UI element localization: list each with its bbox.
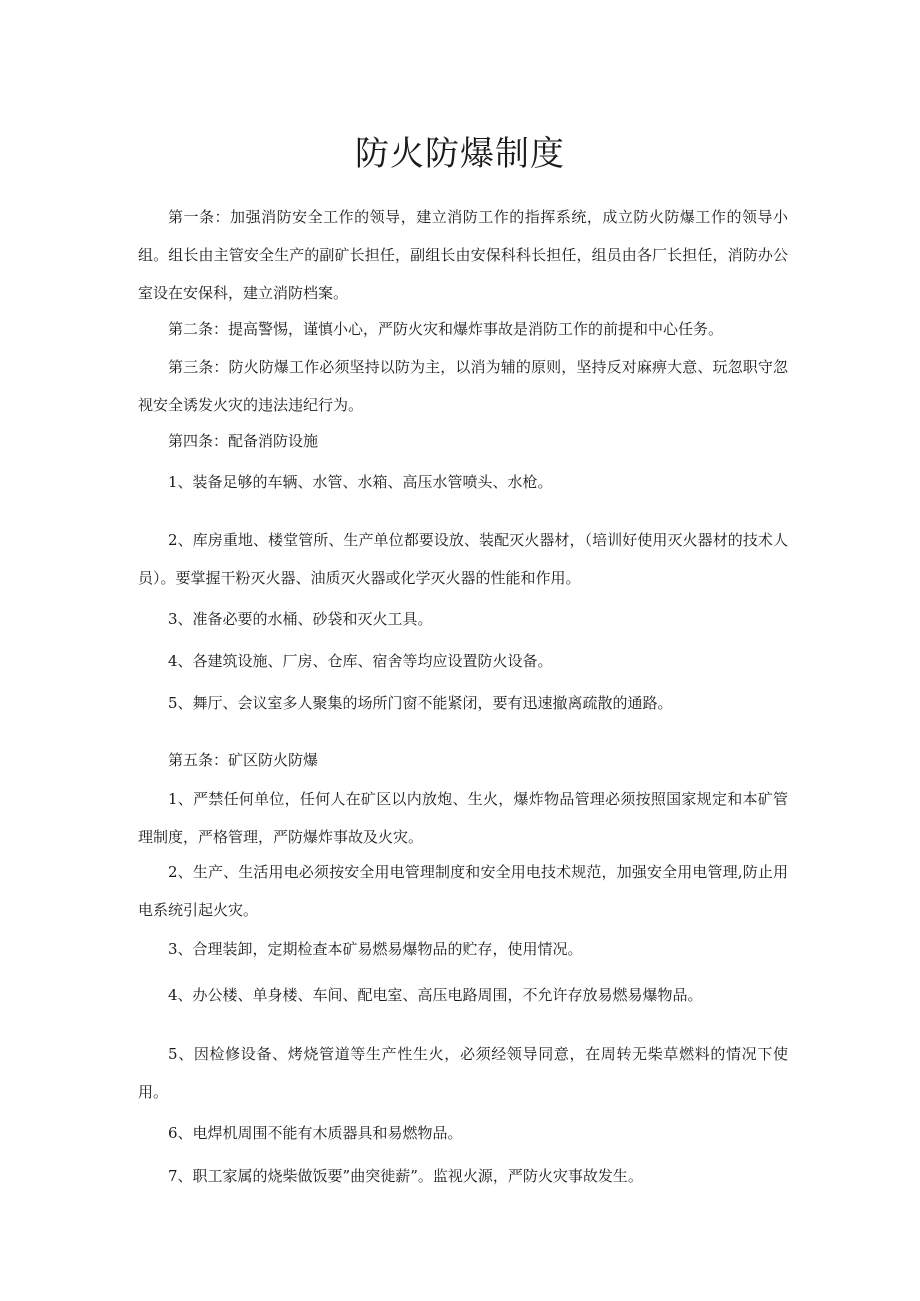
- paragraph-article-1: 第一条：加强消防安全工作的领导，建立消防工作的指挥系统，成立防火防爆工作的领导小组。组长由主管安全生产的副矿长担任，副组长由安保科科长担任，组员由各厂长担任，消防办公室设在安保科，建立消防档案。: [138, 208, 788, 302]
- list-item-5-6: 6、电焊机周围不能有木质器具和易燃物品。: [168, 1124, 463, 1142]
- list-item-4-3: 3、准备必要的水桶、砂袋和灭火工具。: [168, 610, 433, 628]
- list-item-4-1: 1、装备足够的车辆、水管、水箱、高压水管喷头、水枪。: [168, 473, 553, 491]
- document-title: 防火防爆制度: [355, 134, 565, 174]
- list-item-5-2: 2、生产、生活用电必须按安全用电管理制度和安全用电技术规范，加强安全用电管理,防止用电系统引起火灾。: [138, 863, 788, 919]
- list-item-5-3: 3、合理装卸，定期检查本矿易燃易爆物品的贮存，使用情况。: [168, 940, 583, 958]
- paragraph-article-2: 第二条：提高警惕，谨慎小心，严防火灾和爆炸事故是消防工作的前提和中心任务。: [168, 320, 724, 338]
- list-item-4-4: 4、各建筑设施、厂房、仓库、宿舍等均应设置防火设备。: [168, 652, 553, 670]
- list-item-5-1: 1、严禁任何单位，任何人在矿区以内放炮、生火，爆炸物品管理必须按照国家规定和本矿管理制度，严格管理，严防爆炸事故及火灾。: [138, 790, 788, 846]
- paragraph-article-3: 第三条：防火防爆工作必须坚持以防为主，以消为辅的原则，坚持反对麻痹大意、玩忽职守忽视安全诱发火灾的违法违纪行为。: [138, 358, 788, 414]
- list-item-5-5: 5、因检修设备、烤烧管道等生产性生火，必须经领导同意，在周转无柴草燃料的情况下使用。: [138, 1045, 788, 1101]
- list-item-5-4: 4、办公楼、单身楼、车间、配电室、高压电路周围，不允许存放易燃易爆物品。: [168, 986, 703, 1004]
- list-item-4-2: 2、库房重地、楼堂管所、生产单位都要设放、装配灭火器材，（培训好使用灭火器材的技术人员）。要掌握干粉灭火器、油质灭火器或化学灭火器的性能和作用。: [138, 531, 788, 587]
- paragraph-article-4: 第四条：配备消防设施: [168, 432, 319, 450]
- list-item-5-7: 7、职工家属的烧柴做饭要”曲突徙薪”。监视火源，严防火灾事故发生。: [168, 1167, 643, 1185]
- paragraph-article-5: 第五条：矿区防火防爆: [168, 751, 319, 769]
- list-item-4-5: 5、舞厅、会议室多人聚集的场所门窗不能紧闭，要有迅速撤离疏散的通路。: [168, 694, 673, 712]
